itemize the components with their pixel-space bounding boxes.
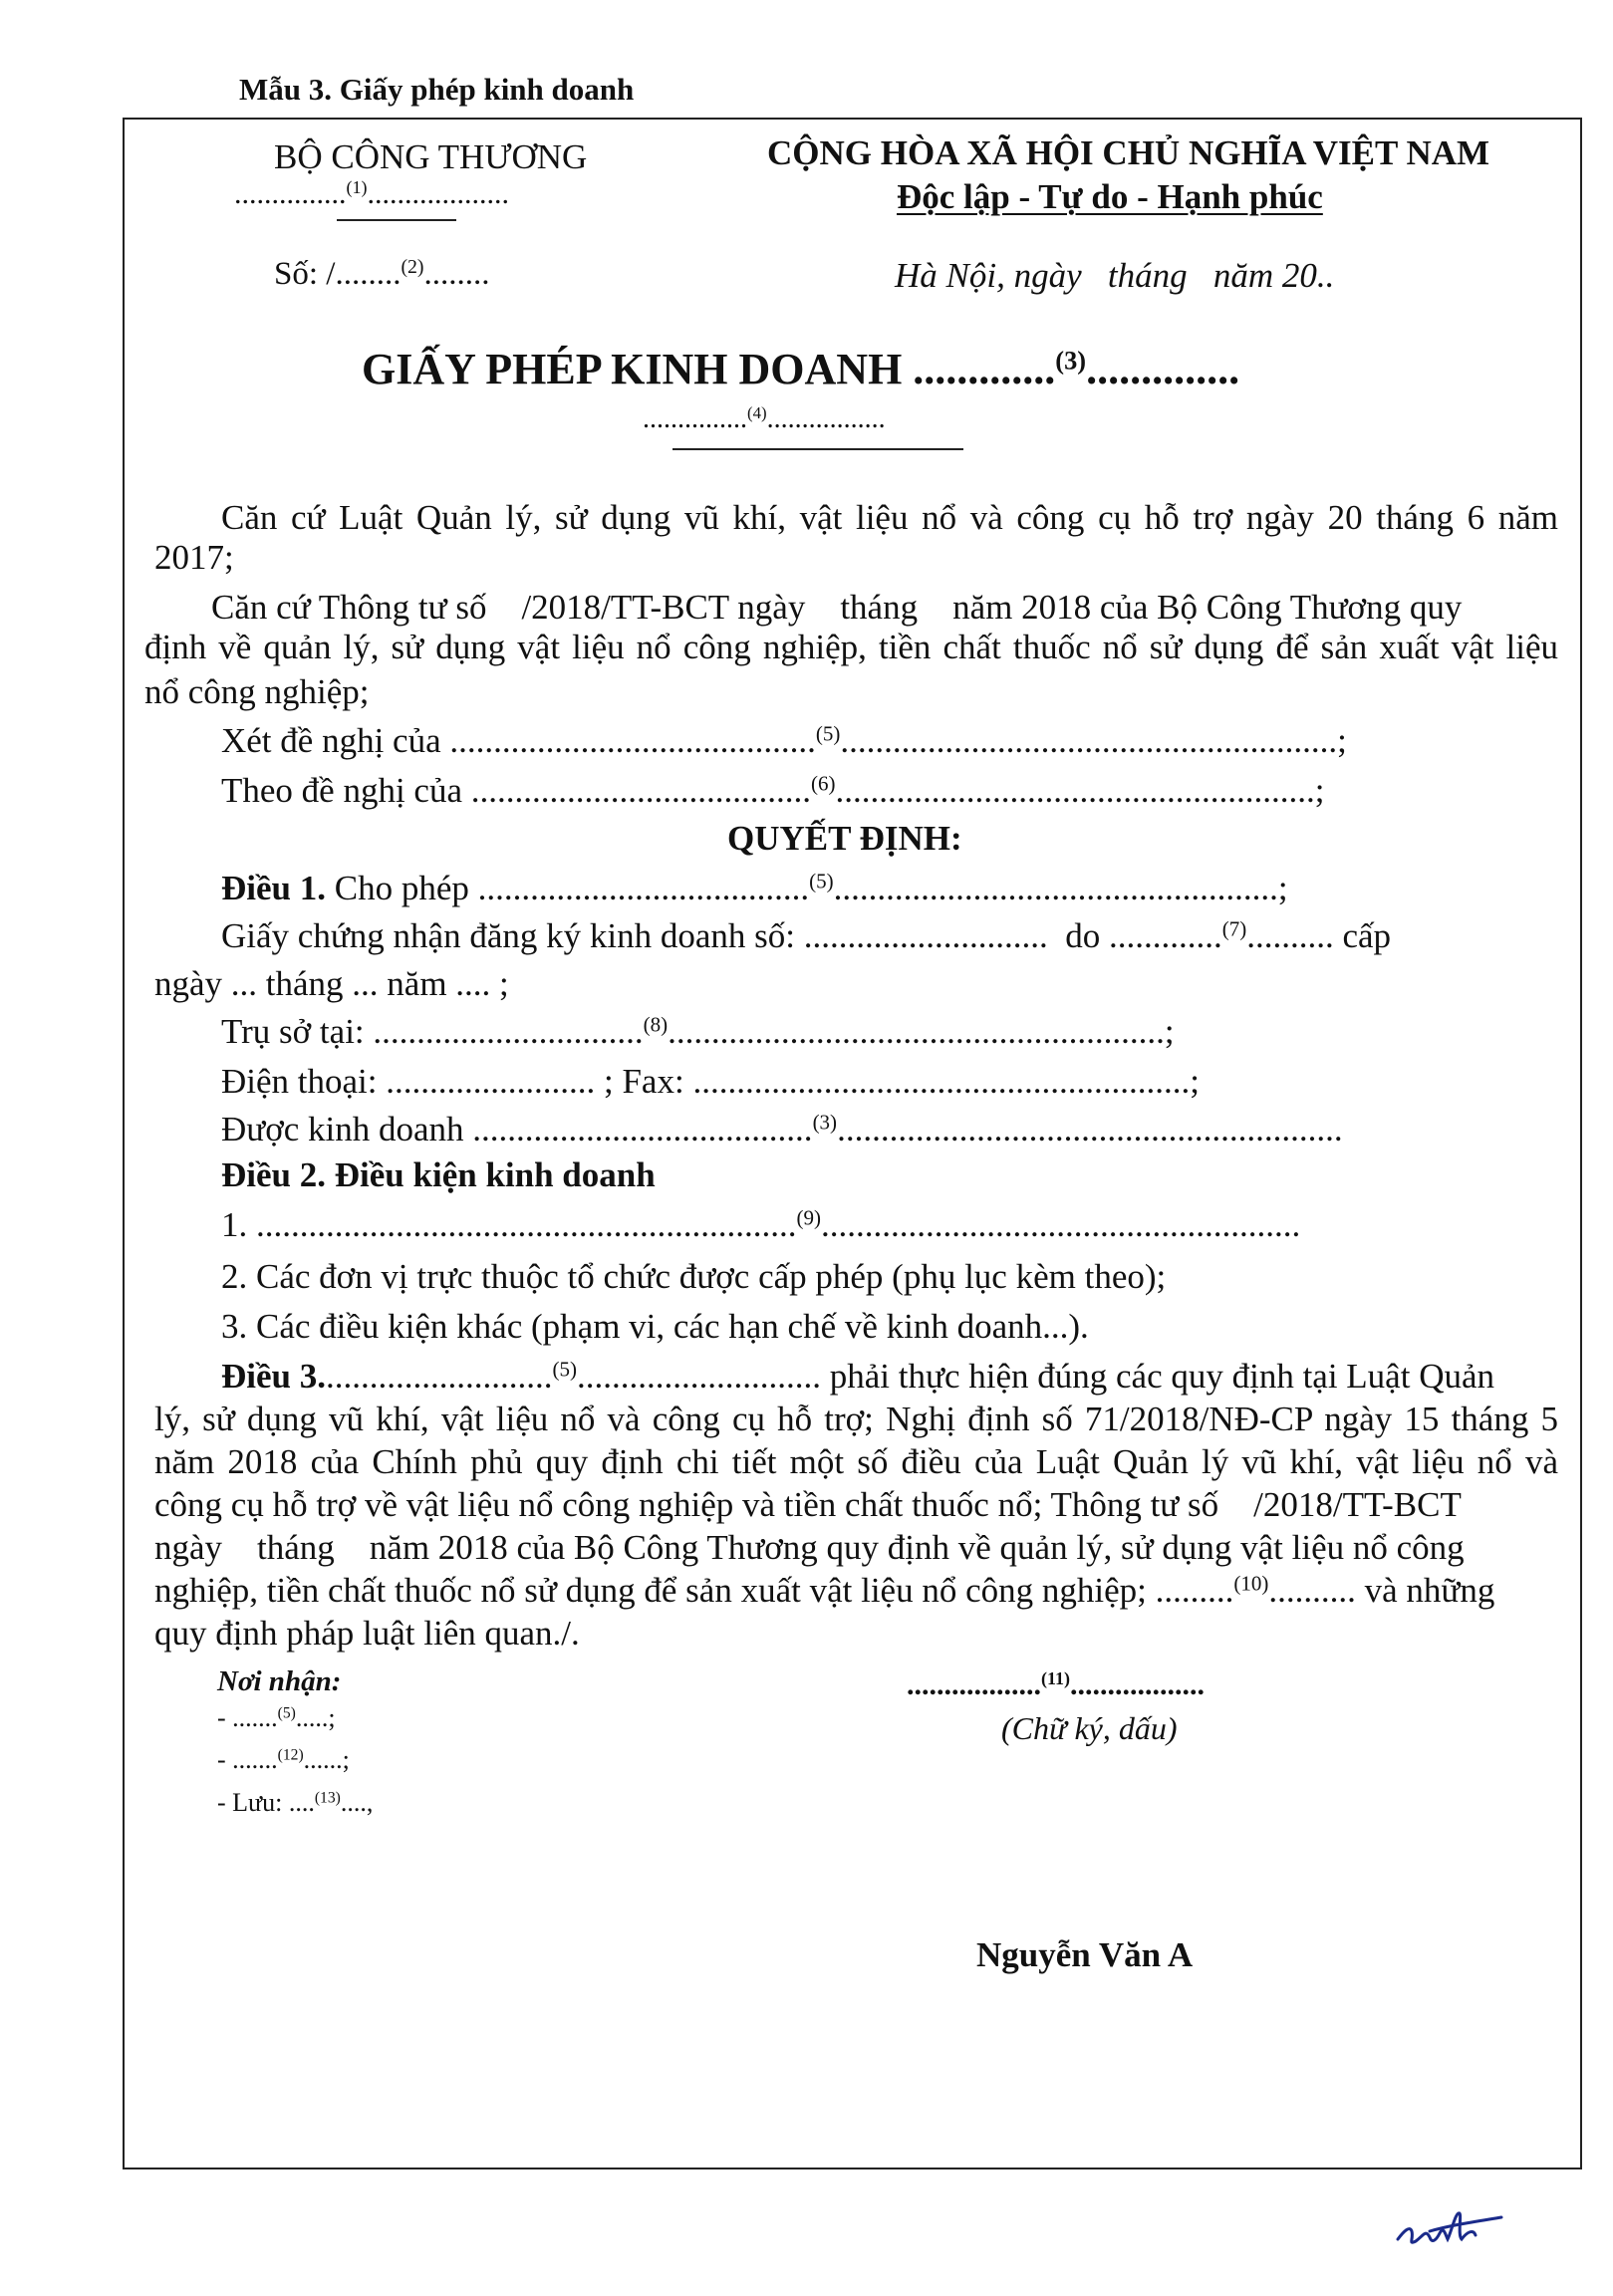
article3-footnote: (5) <box>552 1357 577 1382</box>
country-name: CỘNG HÒA XÃ HỘI CHỦ NGHĨA VIỆT NAM <box>767 133 1490 172</box>
title-footnote: (3) <box>1055 345 1087 376</box>
form-label: Mẫu 3. Giấy phép kinh doanh <box>239 72 635 107</box>
preamble-p2-line1: Căn cứ Thông tư số /2018/TT-BCT ngày tháng năm 2018 của Bộ Công Thương quy <box>211 588 1463 627</box>
unit-footnote: (1) <box>346 177 368 198</box>
article3-line3: năm 2018 của Chính phủ quy định chi tiết một số điều của Luật Quản lý vũ khí, vật liệu nổ và <box>154 1442 1558 1481</box>
subtitle-footnote: (4) <box>747 402 767 422</box>
article1-line: Điều 1. Cho phép ......................................$^{(5)}$...................................................; <box>221 869 1288 907</box>
recipient-1: - .......$^{(5)}$.....; <box>217 1703 336 1732</box>
article2-heading: Điều 2. Điều kiện kinh doanh <box>221 1155 656 1194</box>
consider-footnote: (5) <box>815 721 841 746</box>
signer-title: ..................$^{(11)}$.................. <box>907 1668 1205 1701</box>
place-date: Hà Nội, ngày tháng năm 20.. <box>895 256 1335 295</box>
signer-footnote: (11) <box>1041 1668 1070 1689</box>
ministry-name: BỘ CÔNG THƯƠNG <box>274 137 588 176</box>
article3-line5: ngày tháng năm 2018 của Bộ Công Thương quy định về quản lý, sử dụng vật liệu nổ công <box>154 1528 1465 1567</box>
article3-line4: công cụ hỗ trợ về vật liệu nổ công nghiệp và tiền chất thuốc nổ; Thông tư số /2018/TT-BCT <box>154 1485 1462 1524</box>
cert-footnote: (7) <box>1221 916 1247 941</box>
article1-footnote: (5) <box>809 869 834 893</box>
article3-line1: Điều 3...........................$^{(5)}$............................ phải thực hiện đúng các quy định tại Luật Quản <box>221 1357 1495 1396</box>
signer-name: Nguyễn Văn A <box>976 1935 1194 1974</box>
title-underline <box>672 448 963 450</box>
article3-line7: quy định pháp luật liên quan./. <box>154 1614 580 1653</box>
document-title: GIẤY PHÉP KINH DOANH .............$^{(3)}$.............. <box>362 345 1240 393</box>
article3-footnote-10: (10) <box>1233 1571 1269 1596</box>
preamble-p2-line2: định về quản lý, sử dụng vật liệu nổ công nghiệp, tiền chất thuốc nổ sử dụng để sản xuất vật liệu <box>144 628 1558 666</box>
handwritten-initial <box>1390 2191 1509 2261</box>
preamble-p1-line1: Căn cứ Luật Quản lý, sử dụng vũ khí, vật liệu nổ và công cụ hỗ trợ ngày 20 tháng 6 năm <box>221 498 1558 537</box>
item1-footnote: (9) <box>796 1205 821 1230</box>
propose-footnote: (6) <box>811 771 836 796</box>
phone-fax-line: Điện thoại: ........................ ; Fax: .........................................................; <box>221 1062 1200 1101</box>
article2-item1: 1. ..............................................................$^{(9)}$....................................................... <box>221 1205 1301 1244</box>
preamble-p1-line2: 2017; <box>154 538 234 577</box>
article1-label: Điều 1. <box>221 869 326 907</box>
signature-caption: (Chữ ký, dấu) <box>1001 1710 1178 1746</box>
recipient-archive: - Lưu: ....$^{(13)}$...., <box>217 1788 374 1817</box>
article2-item2: 2. Các đơn vị trực thuộc tổ chức được cấp phép (phụ lục kèm theo); <box>221 1257 1167 1296</box>
national-motto: Độc lập - Tự do - Hạnh phúc <box>897 177 1323 216</box>
propose-line: Theo đề nghị của .......................................$^{(6)}$.......................................................; <box>221 771 1325 810</box>
unit-underline <box>337 219 456 221</box>
business-scope-line: Được kinh doanh .......................................$^{(3)}$.......................................................... <box>221 1110 1343 1148</box>
article3-label: Điều 3. <box>221 1357 326 1396</box>
number-footnote: (2) <box>401 256 424 279</box>
headquarters-line: Trụ sở tại: ...............................$^{(8)}$.........................................................; <box>221 1012 1175 1051</box>
business-cert-line2: ngày ... tháng ... năm .... ; <box>154 964 509 1003</box>
recipient-2: - .......$^{(12)}$......; <box>217 1745 350 1774</box>
scope-footnote: (3) <box>812 1110 838 1135</box>
article3-line2: lý, sử dụng vũ khí, vật liệu nổ và công cụ hỗ trợ; Nghị định số 71/2018/NĐ-CP ngày 15 tháng 5 <box>154 1400 1558 1438</box>
document-subtitle: ...............$^{(4)}$................. <box>643 402 886 434</box>
issuing-unit <box>234 177 509 211</box>
preamble-p2-line3: nổ công nghiệp; <box>144 672 370 711</box>
consider-line: Xét đề nghị của ..........................................$^{(5)}$.........................................................; <box>221 721 1347 760</box>
hq-footnote: (8) <box>643 1012 669 1037</box>
business-cert-line1: Giấy chứng nhận đăng ký kinh doanh số: ............................ do .............$^{(7)}$.......... cấp <box>221 916 1392 955</box>
decision-heading: QUYẾT ĐỊNH: <box>727 819 962 858</box>
unit-dots-left: ............... <box>234 177 347 210</box>
unit-dots-right: ................... <box>367 177 509 210</box>
article2-item3: 3. Các điều kiện khác (phạm vi, các hạn chế về kinh doanh...). <box>221 1307 1089 1346</box>
document-number: Số: /........$^{(2)}$........ <box>274 256 490 292</box>
article3-line6: nghiệp, tiền chất thuốc nổ sử dụng để sản xuất vật liệu nổ công nghiệp; .........$^{(10)}$.......... và những <box>154 1571 1495 1610</box>
recipients-heading: Nơi nhận: <box>217 1665 342 1697</box>
